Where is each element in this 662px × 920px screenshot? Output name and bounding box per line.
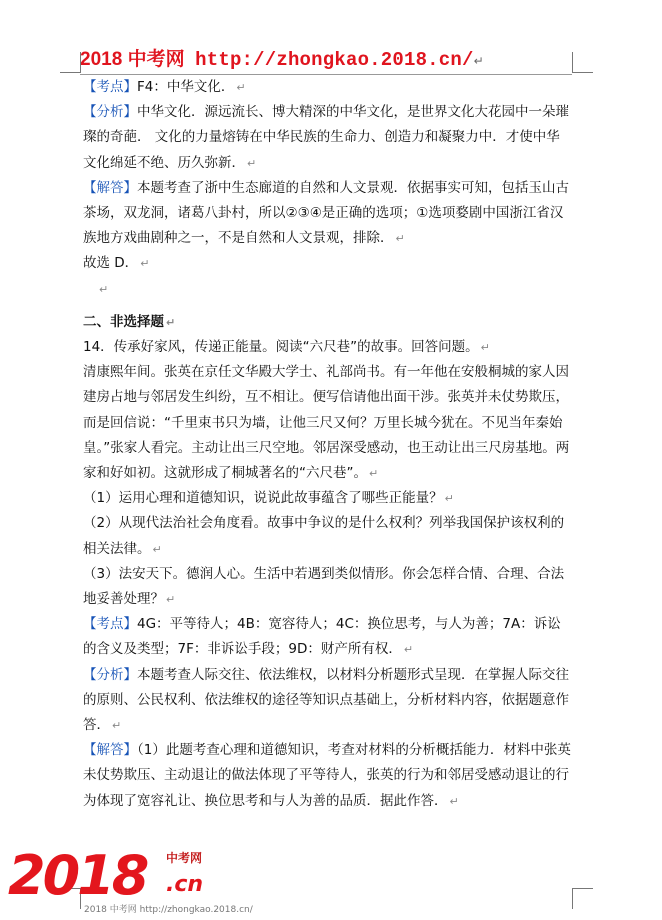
paragraph-mark: ↵ <box>369 467 379 481</box>
margin-corner-top-right <box>572 52 593 73</box>
paragraph-mark: ↵ <box>473 54 484 68</box>
question-stem-text: 14．传承好家风，传递正能量。阅读“六尺巷”的故事。回答问题。 <box>83 339 479 356</box>
question-story-text: 清康熙年间。张英在京任文华殿大学士、礼部尚书。有一年他在安般桐城的家人因建房占地与邻居发生纠纷，互不相让。便写信请他出面干涉。张英并未仗势欺压，而是回信说：“千里束书只为墙，让他三尺又何？万里长城今犹在。不见当年秦始皇。”张家人看完。主动让出三尺空地。邻居深受感动，也王动让出三尺房基地。两家和好如初。这就形成了桐城著名的“六尺巷”。 <box>83 364 570 482</box>
answer-choice <box>83 251 571 276</box>
kaodian-tag: 【考点】 <box>83 616 137 633</box>
answer-fenxi-text: 本题考查人际交往、依法维权，以材料分析题形式呈现．在掌握人际交往的原则、公民权利、依法维权的途径等知识点基础上，分析材料内容，依据题意作答． <box>83 666 569 734</box>
answer-kaodian-text: 4G：平等待人；4B：宽容待人；4C：换位思考，与人为善；7A：诉讼的含义及类型；7F：非诉讼手段；9D：财产所有权． <box>83 616 561 658</box>
site-logo <box>8 844 204 907</box>
section-title-text: 二、非选择题 <box>83 313 164 330</box>
paragraph-mark: ↵ <box>403 643 414 657</box>
fenxi-tag: 【分析】 <box>83 104 137 121</box>
fenxi-tag: 【分析】 <box>83 666 137 683</box>
paragraph-mark: ↵ <box>99 282 109 296</box>
sub-question-1 <box>83 486 571 511</box>
sub-question-3-text: （3）法安天下。德润人心。生活中若遇到类似情形。你会怎样合情、合理、合法地妥善处理？ <box>83 565 565 608</box>
paragraph-mark: ↵ <box>152 542 162 556</box>
logo-suffix: .cn <box>166 872 204 897</box>
paragraph-mark: ↵ <box>444 492 454 506</box>
sub-question-3 <box>83 562 571 612</box>
paragraph-mark: ↵ <box>166 593 176 607</box>
section-title <box>83 310 571 335</box>
paragraph-mark: ↵ <box>236 81 246 94</box>
kaodian-paragraph <box>83 75 571 100</box>
empty-paragraph <box>83 277 571 302</box>
paragraph-mark: ↵ <box>480 341 490 355</box>
header-site: 中考网 <box>127 49 185 70</box>
paragraph-mark: ↵ <box>112 719 122 733</box>
answer-choice-text: 故选 D． <box>83 255 139 272</box>
jieda-tag: 【解答】 <box>83 179 137 196</box>
answer-kaodian <box>83 612 571 662</box>
question-story <box>83 360 571 486</box>
header-year: 2018 <box>80 49 123 70</box>
jieda-tag: 【解答】 <box>83 742 137 759</box>
header-url[interactable]: http://zhongkao.2018.cn/ <box>195 49 474 71</box>
sub-question-2 <box>83 511 571 561</box>
page-header <box>80 44 484 71</box>
question-stem <box>83 335 571 360</box>
paragraph-mark: ↵ <box>395 232 405 246</box>
logo-site: 中考网 <box>166 851 203 865</box>
answer-jieda-text: （1）此题考查心理和道德知识，考查对材料的分析概括能力．材料中张英未仗势欺压、主动退让的做法体现了平等待人，张英的行为和邻居受感动退让的行为体现了宽容礼让、换位思考和与人为善的品质．据此作答． <box>83 742 571 809</box>
fenxi-paragraph <box>83 100 571 176</box>
sub-question-2-text: （2）从现代法治社会角度看。故事中争议的是什么权利？列举我国保护该权利的相关法律。 <box>83 515 565 557</box>
jieda-text: 本题考查了浙中生态廊道的自然和人文景观．依据事实可知，包括玉山古茶场，双龙洞，诸葛八卦村，所以②③④是正确的选项；①选项婺剧中国浙江省汉族地方戏曲剧种之一，不是自然和人文景观，排除． <box>83 179 569 247</box>
kaodian-text: F4：中华文化． <box>137 79 235 95</box>
fenxi-text: 中华文化．源远流长、博大精深的中华文化，是世界文化大花园中一朵璀璨的奇葩． 文化的力量熔铸在中华民族的生命力、创造力和凝聚力中．才使中华文化绵延不绝、历久弥新． <box>83 104 569 171</box>
kaodian-tag: 【考点】 <box>83 79 137 95</box>
paragraph-mark: ↵ <box>449 794 459 808</box>
logo-number: 2018 <box>8 844 147 907</box>
page-footer: 2018 中考网 http://zhongkao.2018.cn/ <box>84 905 253 915</box>
margin-corner-top-left <box>60 52 81 73</box>
paragraph-mark: ↵ <box>247 156 257 170</box>
paragraph-mark: ↵ <box>166 315 176 329</box>
jieda-paragraph <box>83 176 571 252</box>
document-body <box>83 75 571 814</box>
sub-question-1-text: （1）运用心理和道德知识，说说此故事蕴含了哪些正能量？ <box>83 490 443 507</box>
margin-corner-bottom-right <box>572 888 593 909</box>
answer-fenxi <box>83 663 571 739</box>
paragraph-mark: ↵ <box>140 257 150 271</box>
answer-jieda <box>83 738 571 814</box>
